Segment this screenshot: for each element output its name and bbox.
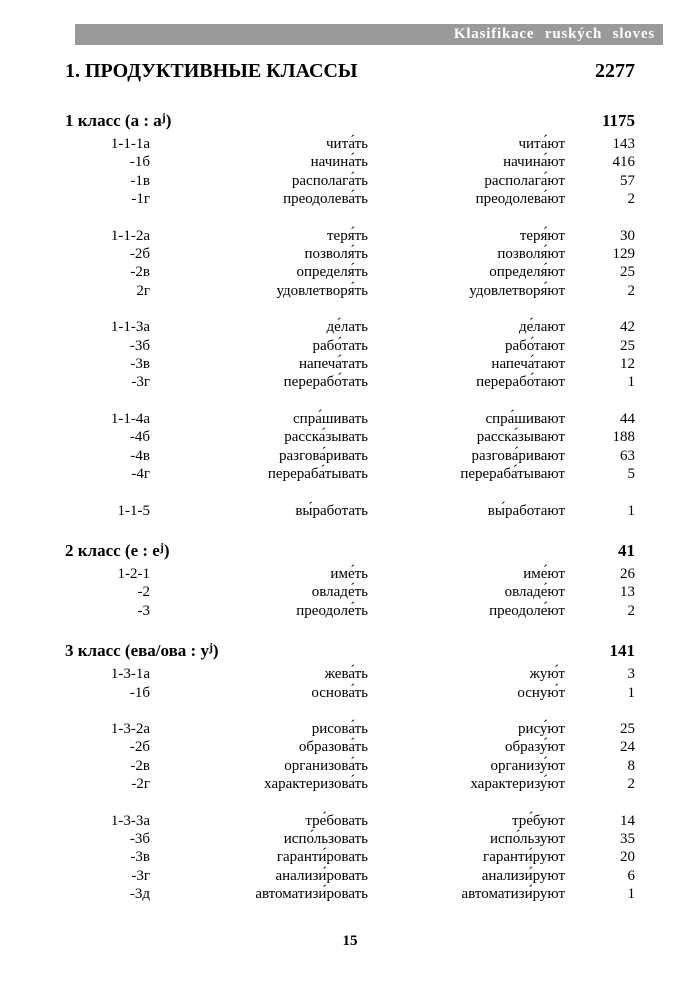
row-infinitive: основа́ть — [311, 684, 368, 701]
row-count: 188 — [612, 429, 635, 446]
section-count: 1175 — [601, 111, 635, 130]
row-count: 57 — [620, 172, 635, 189]
section-heading — [65, 638, 219, 665]
table-row — [65, 190, 635, 208]
verb-class-section — [65, 638, 635, 903]
row-code: -1б — [129, 684, 150, 701]
row-code: -4в — [130, 447, 150, 464]
row-count: 2 — [627, 282, 635, 299]
row-code: 2г — [136, 282, 150, 299]
row-count: 13 — [620, 584, 635, 601]
row-third-plural: чита́ют — [518, 136, 565, 152]
row-count: 25 — [620, 264, 635, 281]
table-row — [65, 153, 635, 171]
row-infinitive: позволя́ть — [304, 246, 368, 263]
table-row — [65, 830, 635, 848]
row-infinitive: разгова́ривать — [279, 447, 368, 464]
row-infinitive: име́ть — [330, 565, 368, 582]
row-code: -2г — [131, 776, 150, 793]
row-third-plural: разгова́ривают — [471, 447, 565, 464]
row-count: 129 — [612, 246, 635, 263]
row-code: -3д — [129, 886, 150, 903]
row-code: 1-2-1 — [117, 565, 150, 582]
row-code: -2б — [129, 246, 150, 263]
row-third-plural: испо́льзуют — [489, 830, 565, 847]
row-infinitive: спра́шивать — [293, 410, 368, 427]
row-third-plural: овладе́ют — [504, 584, 565, 601]
table-row — [65, 812, 635, 830]
row-code: -2 — [137, 584, 150, 601]
row-count: 12 — [620, 356, 635, 373]
row-third-plural: автоматизи́руют — [461, 886, 565, 903]
row-infinitive: перерабо́тать — [283, 374, 368, 391]
row-third-plural: располага́ют — [484, 172, 565, 189]
section-heading — [65, 108, 171, 135]
section-heading-sup: j — [208, 639, 213, 654]
row-infinitive: анализи́ровать — [275, 867, 368, 884]
row-count: 44 — [620, 410, 635, 427]
row-count: 25 — [620, 720, 635, 737]
section-heading-suffix: ) — [165, 111, 172, 130]
table-row — [65, 602, 635, 620]
row-infinitive: расска́зывать — [284, 429, 368, 446]
sections — [65, 108, 635, 904]
row-count: 2 — [627, 602, 635, 619]
row-count: 24 — [620, 739, 635, 756]
row-third-plural: жую́т — [529, 666, 565, 683]
table-row — [65, 684, 635, 702]
row-third-plural: теря́ют — [519, 227, 565, 244]
row-infinitive: вы́работать — [295, 502, 368, 519]
row-infinitive: рабо́тать — [312, 337, 368, 354]
row-code: 1-1-4а — [110, 410, 150, 427]
row-count: 42 — [620, 319, 635, 336]
verb-group — [65, 502, 635, 520]
row-third-plural: начина́ют — [503, 154, 565, 171]
row-third-plural: де́лают — [519, 319, 565, 336]
row-code: 1-1-1а — [110, 136, 150, 152]
verb-class-section — [65, 538, 635, 620]
row-third-plural: организу́ют — [490, 757, 565, 774]
row-code: 1-3-3а — [110, 812, 150, 829]
row-code: -3г — [131, 867, 150, 884]
row-third-plural: перераба́тывают — [460, 466, 565, 483]
row-infinitive: де́лать — [326, 319, 368, 336]
running-header-bar — [75, 24, 663, 45]
row-count: 1 — [627, 684, 635, 701]
row-code: 1-1-5 — [117, 502, 150, 519]
row-infinitive: определя́ть — [296, 264, 368, 281]
row-count: 2 — [627, 191, 635, 208]
row-code: 1-1-2а — [110, 227, 150, 244]
table-row — [65, 565, 635, 583]
row-code: -3в — [130, 356, 150, 373]
table-row — [65, 885, 635, 903]
row-infinitive: жева́ть — [324, 666, 368, 683]
row-count: 35 — [620, 830, 635, 847]
row-code: 1-1-3а — [110, 319, 150, 336]
table-row — [65, 282, 635, 300]
row-third-plural: вы́работают — [487, 502, 565, 519]
section-groups — [65, 135, 635, 520]
table-row — [65, 410, 635, 428]
row-infinitive: овладе́ть — [311, 584, 368, 601]
table-row — [65, 867, 635, 885]
table-row — [65, 337, 635, 355]
row-infinitive: характеризова́ть — [264, 776, 368, 793]
row-count: 3 — [627, 666, 635, 683]
row-infinitive: рисова́ть — [311, 720, 368, 737]
row-count: 63 — [620, 447, 635, 464]
row-count: 30 — [620, 227, 635, 244]
row-infinitive: располага́ть — [291, 172, 368, 189]
row-code: -1в — [130, 172, 150, 189]
row-third-plural: образу́ют — [505, 739, 565, 756]
table-row — [65, 373, 635, 391]
table-row — [65, 848, 635, 866]
row-third-plural: анализи́руют — [481, 867, 565, 884]
row-third-plural: расска́зывают — [476, 429, 565, 446]
row-third-plural: преодоле́ют — [489, 602, 565, 619]
section-count: 41 — [618, 540, 635, 560]
table-row — [65, 263, 635, 281]
section-heading-sup: j — [161, 109, 166, 124]
row-infinitive: гаранти́ровать — [276, 849, 368, 866]
row-infinitive: образова́ть — [298, 739, 368, 756]
section-heading-prefix: 1 класс (а : а — [65, 111, 162, 130]
table-row — [65, 465, 635, 483]
row-infinitive: напеча́тать — [298, 356, 368, 373]
verb-group — [65, 565, 635, 620]
row-third-plural: тре́буют — [511, 812, 565, 829]
table-row — [65, 355, 635, 373]
row-third-plural: перерабо́тают — [476, 374, 565, 391]
row-infinitive: перераба́тывать — [267, 466, 368, 483]
verb-group — [65, 318, 635, 392]
table-row — [65, 720, 635, 738]
row-third-plural: преодолева́ют — [475, 191, 565, 208]
section-heading — [65, 538, 169, 565]
row-infinitive: тре́бовать — [305, 812, 368, 829]
row-code: -2б — [129, 739, 150, 756]
section-groups — [65, 565, 635, 620]
row-third-plural: позволя́ют — [497, 246, 565, 263]
row-count: 143 — [612, 136, 635, 152]
row-third-plural: рису́ют — [517, 720, 565, 737]
row-count: 1 — [627, 886, 635, 903]
row-count: 5 — [627, 466, 635, 483]
row-infinitive: автоматизи́ровать — [255, 886, 368, 903]
row-infinitive: удовлетворя́ть — [276, 282, 368, 299]
section-count: 141 — [609, 641, 635, 661]
row-code: 1-3-2а — [110, 720, 150, 737]
row-count: 416 — [612, 154, 635, 171]
section-heading-prefix: 2 класс (е : е — [65, 540, 160, 560]
chapter-total-count: 2277 — [595, 60, 635, 82]
table-row — [65, 738, 635, 756]
row-infinitive: начина́ть — [310, 154, 368, 171]
row-code: -1б — [129, 154, 150, 171]
row-third-plural: гаранти́руют — [483, 849, 565, 866]
table-row — [65, 172, 635, 190]
verb-group — [65, 812, 635, 904]
row-infinitive: преодоле́ть — [296, 602, 368, 619]
row-count: 8 — [627, 757, 635, 774]
table-row — [65, 447, 635, 465]
section-heading-row — [65, 538, 635, 565]
verb-class-section — [65, 108, 635, 520]
row-code: -4г — [131, 466, 150, 483]
section-groups — [65, 665, 635, 903]
row-count: 1 — [627, 502, 635, 519]
row-third-plural: определя́ют — [489, 264, 565, 281]
verb-group — [65, 135, 635, 209]
section-heading-suffix: ) — [163, 540, 170, 560]
page-number: 15 — [342, 933, 358, 949]
section-heading-row — [65, 108, 635, 135]
table-row — [65, 775, 635, 793]
table-row — [65, 665, 635, 683]
row-code: -3г — [131, 374, 150, 391]
row-code: -1г — [131, 191, 150, 208]
row-code: 1-3-1а — [110, 666, 150, 683]
chapter-title-row — [65, 56, 635, 86]
row-count: 25 — [620, 337, 635, 354]
row-infinitive: организова́ть — [284, 757, 368, 774]
row-code: -2в — [130, 757, 150, 774]
table-row — [65, 245, 635, 263]
section-heading-prefix: 3 класс (ева/ова : у — [65, 641, 209, 661]
row-third-plural: спра́шивают — [485, 410, 565, 427]
table-row — [65, 135, 635, 153]
row-infinitive: испо́льзовать — [283, 830, 368, 847]
table-row — [65, 757, 635, 775]
table-row — [65, 502, 635, 520]
row-code: -3 — [137, 602, 150, 619]
row-third-plural: характеризу́ют — [470, 776, 565, 793]
row-code: -3б — [129, 337, 150, 354]
verb-group — [65, 227, 635, 301]
verb-group — [65, 410, 635, 484]
row-count: 1 — [627, 374, 635, 391]
running-header-title: Klasifikace ruských sloves — [453, 26, 655, 42]
row-infinitive: теря́ть — [326, 227, 368, 244]
row-count: 26 — [620, 565, 635, 582]
row-third-plural: удовлетворя́ют — [469, 282, 565, 299]
row-code: -4б — [129, 429, 150, 446]
table-row — [65, 428, 635, 446]
row-third-plural: име́ют — [523, 565, 565, 582]
verb-group — [65, 720, 635, 794]
section-heading-suffix: ) — [212, 641, 219, 661]
row-infinitive: чита́ть — [326, 136, 368, 152]
verb-group — [65, 665, 635, 702]
row-code: -2в — [130, 264, 150, 281]
row-count: 14 — [620, 812, 635, 829]
row-infinitive: преодолева́ть — [283, 191, 368, 208]
row-count: 2 — [627, 776, 635, 793]
section-heading-sup: j — [159, 539, 164, 554]
section-heading-row — [65, 638, 635, 665]
row-third-plural: рабо́тают — [504, 337, 565, 354]
chapter-title: 1. ПРОДУКТИВНЫЕ КЛАССЫ — [65, 60, 358, 82]
table-row — [65, 227, 635, 245]
row-third-plural: осную́т — [517, 684, 565, 701]
page-content — [65, 56, 635, 922]
table-row — [65, 318, 635, 336]
row-code: -3б — [129, 830, 150, 847]
row-count: 6 — [627, 867, 635, 884]
row-count: 20 — [620, 849, 635, 866]
row-code: -3в — [130, 849, 150, 866]
row-third-plural: напеча́тают — [491, 356, 565, 373]
table-row — [65, 583, 635, 601]
